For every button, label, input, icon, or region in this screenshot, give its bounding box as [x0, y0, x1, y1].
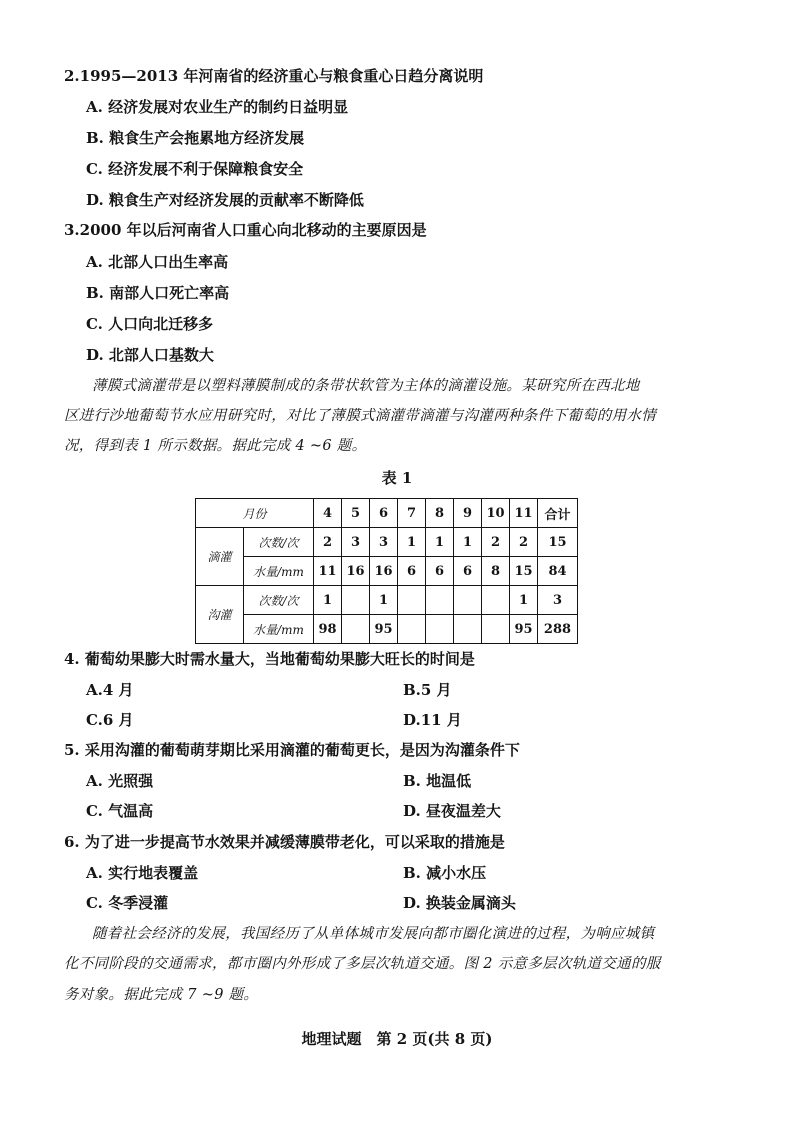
table-row	[196, 528, 578, 557]
row-label: 次数/次	[244, 528, 314, 557]
question-2-option-c: C. 经济发展不利于保障粮食安全	[86, 160, 304, 178]
header-cell: 5	[342, 499, 370, 528]
table-cell: 95	[370, 615, 398, 644]
table-cell-total: 288	[538, 615, 578, 644]
table-header-row	[196, 499, 578, 528]
table-row	[196, 615, 578, 644]
table-cell	[342, 586, 370, 615]
table-cell: 1	[314, 586, 342, 615]
header-cell: 6	[370, 499, 398, 528]
passage-1-line-2: 区进行沙地葡萄节水应用研究时，对比了薄膜式滴灌带滴灌与沟灌两种条件下葡萄的用水情	[64, 408, 656, 424]
row-label: 水量/mm	[244, 557, 314, 586]
table-cell: 95	[510, 615, 538, 644]
table-cell	[342, 615, 370, 644]
row-label: 次数/次	[244, 586, 314, 615]
table-cell: 2	[482, 528, 510, 557]
question-3-option-b: B. 南部人口死亡率高	[86, 284, 230, 302]
question-2-stem: 2.1995—2013 年河南省的经济重心与粮食重心日趋分离说明	[64, 67, 484, 85]
table-cell: 1	[454, 528, 482, 557]
question-6-stem: 6. 为了进一步提高节水效果并减缓薄膜带老化，可以采取的措施是	[64, 833, 505, 851]
passage-2-line-1: 随着社会经济的发展，我国经历了从单体城市发展向都市圈化演进的过程，为响应城镇	[92, 926, 655, 942]
row-label: 水量/mm	[244, 615, 314, 644]
table-cell	[482, 586, 510, 615]
question-3-option-c: C. 人口向北迁移多	[86, 315, 214, 333]
table-cell: 1	[426, 528, 454, 557]
header-total: 合计	[538, 499, 578, 528]
header-month-label: 月份	[196, 499, 314, 528]
table-cell: 98	[314, 615, 342, 644]
question-4-option-d: D.11 月	[403, 711, 462, 729]
header-cell: 9	[454, 499, 482, 528]
question-2-option-a: A. 经济发展对农业生产的制约日益明显	[86, 98, 349, 116]
question-5-option-d: D. 昼夜温差大	[403, 802, 501, 820]
table-cell: 16	[342, 557, 370, 586]
table-cell: 3	[342, 528, 370, 557]
question-3-option-a: A. 北部人口出生率高	[86, 253, 229, 271]
question-4-option-b: B.5 月	[403, 681, 452, 699]
table-cell	[454, 615, 482, 644]
table-cell-total: 84	[538, 557, 578, 586]
table-1-title: 表 1	[381, 469, 413, 487]
question-5-option-c: C. 气温高	[86, 802, 154, 820]
question-2-option-b: B. 粮食生产会拖累地方经济发展	[86, 129, 305, 147]
table-cell: 6	[454, 557, 482, 586]
table-cell: 1	[510, 586, 538, 615]
water-use-table	[195, 498, 578, 644]
question-4-stem: 4. 葡萄幼果膨大时需水量大，当地葡萄幼果膨大旺长的时间是	[64, 650, 475, 668]
question-5-option-a: A. 光照强	[86, 772, 154, 790]
header-cell: 4	[314, 499, 342, 528]
question-5-option-b: B. 地温低	[403, 772, 472, 790]
table-cell	[482, 615, 510, 644]
passage-1-line-3: 况，得到表 1 所示数据。据此完成 4 ~6 题。	[64, 438, 367, 454]
question-6-option-d: D. 换装金属滴头	[403, 894, 516, 912]
table-cell	[398, 615, 426, 644]
table-cell	[426, 586, 454, 615]
question-3-stem: 3.2000 年以后河南省人口重心向北移动的主要原因是	[64, 221, 427, 239]
table-cell: 6	[426, 557, 454, 586]
table-cell: 6	[398, 557, 426, 586]
table-cell: 1	[370, 586, 398, 615]
table-cell: 2	[510, 528, 538, 557]
table-cell: 2	[314, 528, 342, 557]
header-cell: 11	[510, 499, 538, 528]
group-drip-label: 滴灌	[196, 528, 244, 586]
table-cell	[426, 615, 454, 644]
page-footer: 地理试题 第 2 页(共 8 页)	[301, 1030, 493, 1048]
header-cell: 10	[482, 499, 510, 528]
question-2-option-d: D. 粮食生产对经济发展的贡献率不断降低	[86, 191, 364, 209]
question-3-option-d: D. 北部人口基数大	[86, 346, 214, 364]
question-6-option-c: C. 冬季浸灌	[86, 894, 169, 912]
passage-2-line-3: 务对象。据此完成 7 ~9 题。	[64, 987, 259, 1003]
question-6-option-a: A. 实行地表覆盖	[86, 864, 199, 882]
question-5-stem: 5. 采用沟灌的葡萄萌芽期比采用滴灌的葡萄更长，是因为沟灌条件下	[64, 741, 520, 759]
table-cell-total: 3	[538, 586, 578, 615]
table-cell-total: 15	[538, 528, 578, 557]
table-cell	[398, 586, 426, 615]
table-cell: 8	[482, 557, 510, 586]
table-row	[196, 557, 578, 586]
table-cell: 11	[314, 557, 342, 586]
question-6-option-b: B. 减小水压	[403, 864, 487, 882]
question-4-option-c: C.6 月	[86, 711, 134, 729]
group-furrow-label: 沟灌	[196, 586, 244, 644]
table-cell: 3	[370, 528, 398, 557]
table-cell	[454, 586, 482, 615]
header-cell: 8	[426, 499, 454, 528]
header-cell: 7	[398, 499, 426, 528]
passage-1-line-1: 薄膜式滴灌带是以塑料薄膜制成的条带状软管为主体的滴灌设施。某研究所在西北地	[92, 378, 640, 394]
table-cell: 16	[370, 557, 398, 586]
table-row	[196, 586, 578, 615]
table-cell: 1	[398, 528, 426, 557]
passage-2-line-2: 化不同阶段的交通需求，都市圈内外形成了多层次轨道交通。图 2 示意多层次轨道交通的服	[64, 956, 661, 972]
table-cell: 15	[510, 557, 538, 586]
question-4-option-a: A.4 月	[86, 681, 134, 699]
